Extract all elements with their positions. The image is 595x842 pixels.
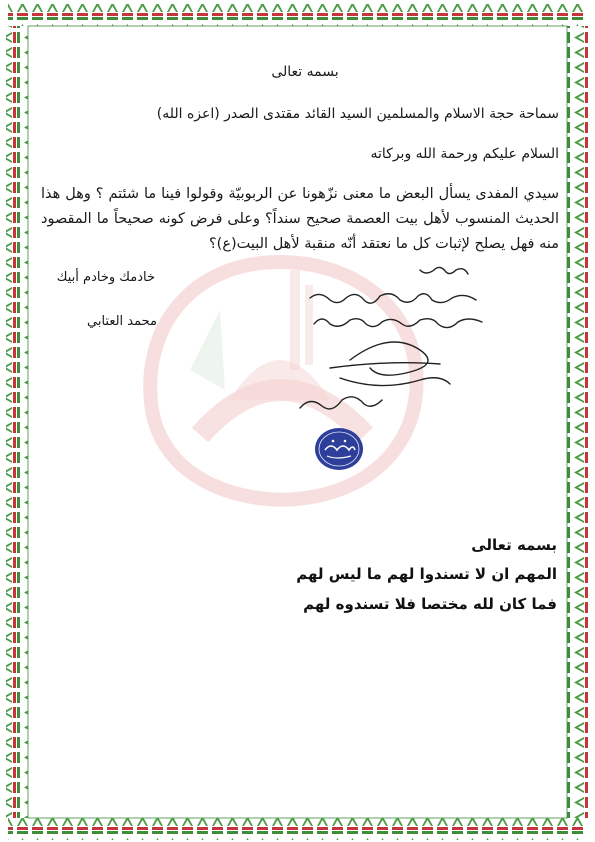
- answer-line-2: فما كان لله مختصا فلا تسندوه لهم: [303, 595, 557, 613]
- seal-stamp-icon: [313, 426, 365, 472]
- letter-greeting: السلام عليكم ورحمة الله وبركاته: [370, 146, 559, 162]
- handwritten-reply-and-signature: [290, 260, 550, 430]
- letter-bismillah: بسمه تعالى: [271, 64, 339, 80]
- letter-closing: خادمك وخادم أبيك: [56, 270, 155, 285]
- answer-line-1: المهم ان لا تسندوا لهم ما ليس لهم: [296, 565, 557, 583]
- letter-addressee: سماحة حجة الاسلام والمسلمين السيد القائد مقتدى الصدر (اعزه الله): [156, 106, 559, 122]
- letter-body: سيدي المفدى يسأل البعض ما معنى نزّهونا عن الربوبيّة وقولوا فينا ما شئتم ؟ وهل هذا الحديث المنسوب لأهل بيت العصمة صحيح سنداً؟ وعلى فرض كونه صحيحاً ما المقصود منه فهل يصلح لإثبات كل ما نعتقد أنّه منقبة لأهل البيت(ع)؟: [41, 186, 559, 252]
- sender-name: محمد العتابي: [86, 314, 157, 329]
- answer-bismillah: بسمه تعالى: [471, 536, 557, 554]
